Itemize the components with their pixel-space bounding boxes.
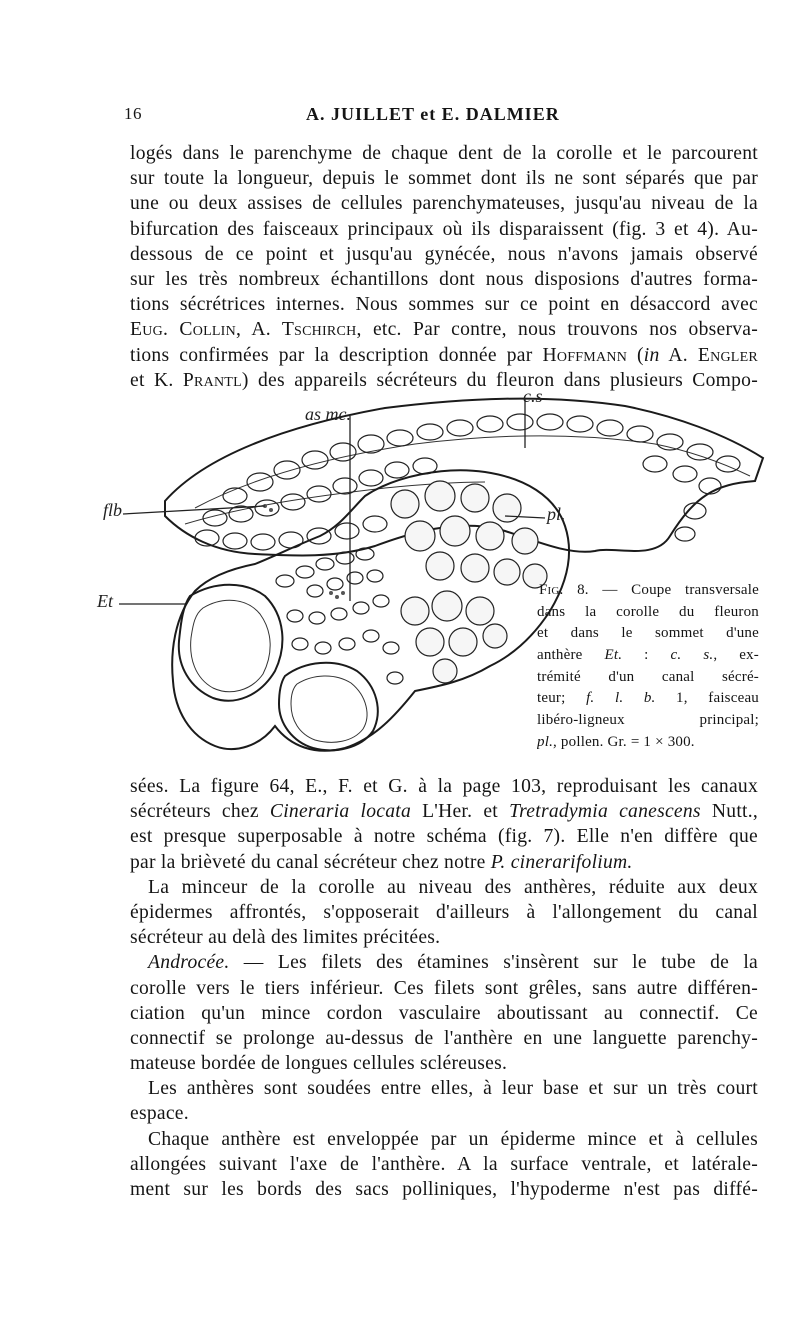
text-line <box>130 799 758 824</box>
author-name: Prantl <box>182 369 242 391</box>
italic-text: in <box>643 344 660 366</box>
label-cs: c.s <box>523 386 543 406</box>
caption-run: — Coupe transversale <box>588 582 759 598</box>
label-pl: pl. <box>547 504 566 524</box>
text-line: allongées suivant l'axe de l'anthère. A la surface ventrale, et latérale- <box>130 1153 758 1175</box>
text-line <box>130 850 758 875</box>
text-run: et K. <box>130 369 183 391</box>
caption-run: , pollen. Gr. = 1 × 300. <box>553 733 695 750</box>
caption-line: dans la corolle du fleuron <box>537 603 759 620</box>
text-line: sur les très nombreux échantillons dont nous disposions d'autres forma- <box>130 268 758 290</box>
caption-line: libéro-ligneux principal; <box>537 712 759 729</box>
text-run: sécréteurs chez <box>130 801 270 823</box>
text-run: Nutt., <box>700 801 758 823</box>
caption-run: , ex- <box>713 647 759 664</box>
caption-italic: c. s. <box>670 647 714 664</box>
page-header <box>124 104 756 132</box>
text-run: L'Her. et <box>411 801 510 823</box>
top-paragraph <box>130 141 758 393</box>
text-line: logés dans le parenchyme de chaque dent de la corolle et le parcourent <box>130 143 758 164</box>
caption-run: anthère <box>537 647 605 664</box>
text-line: sées. La figure 64, E., F. et G. à la page 103, reproduisant les canaux <box>130 776 758 797</box>
text-run: par la brièveté du canal sécréteur chez notre <box>130 851 491 873</box>
text-line: sécréteur au delà des limites précitées. <box>130 927 441 949</box>
label-et: Et <box>97 591 113 611</box>
text-line: une ou deux assises de cellules parenchymateuses, jusqu'au niveau de la <box>130 193 758 215</box>
text-run: — Les filets des étamines s'insèrent sur le tube de la <box>229 952 758 974</box>
text-run: ) des appareils sécréteurs du fleuron dans plusieurs Compo- <box>241 369 758 391</box>
pollen-sac-lower <box>401 591 507 683</box>
text-line: ment sur les bords des sacs polliniques, l'hypoderme n'est pas diffé- <box>130 1179 758 1200</box>
page-number: 16 <box>124 104 142 123</box>
text-line: épidermes affrontés, s'opposerait d'ailleurs à l'allongement du canal <box>130 901 758 923</box>
text-line: espace. <box>130 1103 189 1125</box>
section-heading: Androcée. <box>148 952 230 974</box>
text-line: ciation qu'un mince cordon vasculaire aboutissant au connectif. Ce <box>130 1002 758 1024</box>
text-line: bifurcation des faisceaux principaux où ils disparaissent (fig. 3 et 4). Au- <box>130 218 758 240</box>
caption-line <box>537 645 759 667</box>
caption-line <box>537 580 759 602</box>
caption-run: : <box>622 647 671 664</box>
figure-number: Fig. 8. <box>539 582 589 598</box>
figure-8-caption <box>537 580 759 754</box>
caption-run: teur; <box>537 690 587 707</box>
caption-line <box>537 732 759 754</box>
text-line: mateuse bordée de longues cellules scléreuses. <box>130 1053 508 1075</box>
caption-italic: Et. <box>604 647 623 664</box>
caption-line: trémité d'un canal sécré- <box>537 668 759 685</box>
species-name: P. cinerarifolium. <box>490 851 633 873</box>
text-line: La minceur de la corolle au niveau des anthères, réduite aux deux <box>148 876 758 898</box>
species-name: Tretradymia canescens <box>509 801 701 823</box>
text-line: est presque superposable à notre schéma (fig. 7). Elle n'en diffère que <box>130 826 758 848</box>
author-name: Hoffmann <box>542 344 628 366</box>
author-name: Engler <box>697 344 758 366</box>
bottom-paragraphs <box>130 774 758 1202</box>
text-line <box>130 950 758 975</box>
text-run: , etc. Par contre, nous trouvons nos observa- <box>356 319 758 341</box>
text-line: sur toute la longueur, depuis le sommet dont ils ne sont séparés que par <box>130 168 758 190</box>
pollen-sac-upper <box>391 481 547 588</box>
text-line <box>130 343 758 368</box>
running-head: A. JUILLET et E. DALMIER <box>306 104 560 124</box>
text-line: corolle vers le tiers inférieur. Ces filets sont grêles, sans autre différen- <box>130 977 758 999</box>
label-flb: flb <box>103 500 123 520</box>
text-line: tions sécrétrices internes. Nous sommes sur ce point en désaccord avec <box>130 294 758 316</box>
text-run: ( <box>627 344 644 366</box>
species-name: Cineraria locata <box>269 801 411 823</box>
caption-line <box>537 688 759 710</box>
anther-loculi <box>179 585 378 751</box>
caption-italic: f. l. b. <box>586 690 656 707</box>
text-line: connectif se prolonge au-dessus de l'anthère en une languette parenchy- <box>130 1027 758 1049</box>
text-run: A. <box>659 344 698 366</box>
text-line: Chaque anthère est enveloppée par un épiderme mince et à cellules <box>148 1128 758 1150</box>
author-names: Eug. Collin, A. Tschirch <box>130 319 357 341</box>
caption-run: 1, faisceau <box>655 690 759 707</box>
label-asmc: as mc. <box>305 404 351 424</box>
caption-italic: pl. <box>537 733 554 750</box>
text-line: dessous de ce point et jusqu'au gynécée, nous n'avons jamais observé <box>130 243 758 265</box>
caption-line: et dans le sommet d'une <box>537 625 759 642</box>
text-run: tions confirmées par la description donnée par <box>130 344 543 366</box>
text-line <box>130 317 758 342</box>
text-line: Les anthères sont soudées entre elles, à leur base et sur un très court <box>148 1078 758 1100</box>
